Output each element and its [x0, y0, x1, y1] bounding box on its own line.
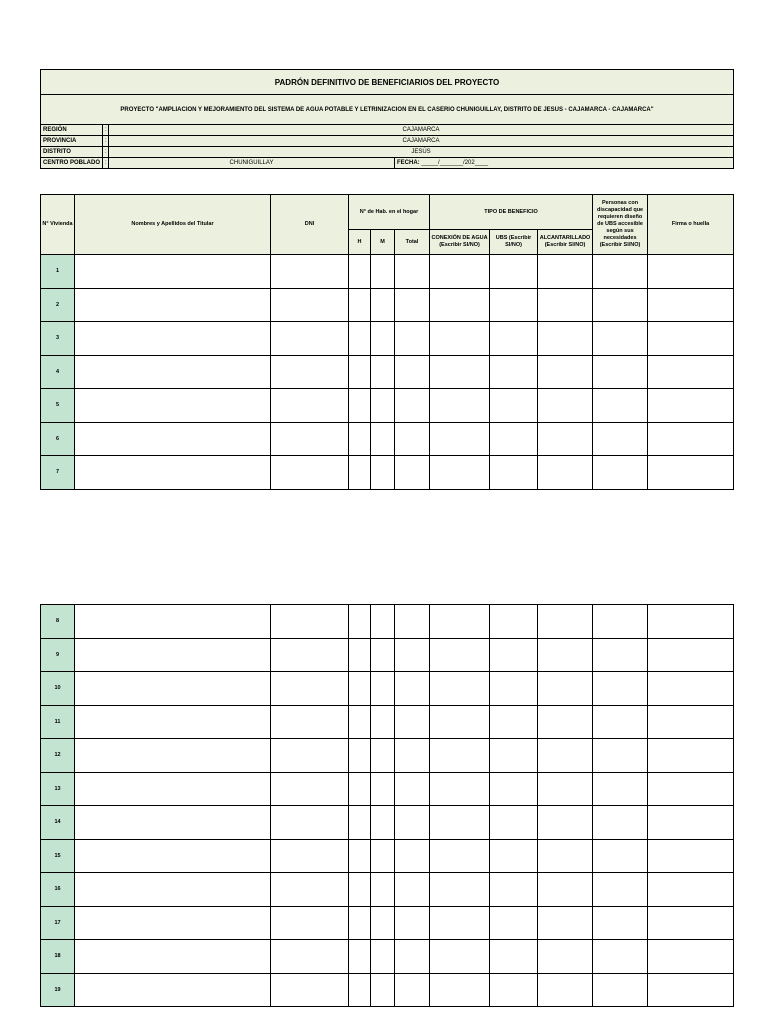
- col-m-header: M: [371, 230, 395, 255]
- cell-discapacidad[interactable]: [593, 288, 648, 322]
- cell-dni[interactable]: [271, 973, 349, 1007]
- cell-alcantarillado[interactable]: [538, 873, 593, 907]
- cell-ubs[interactable]: [490, 806, 538, 840]
- cell-conexion[interactable]: [430, 605, 490, 639]
- cell-conexion[interactable]: [430, 672, 490, 706]
- cell-discapacidad[interactable]: [593, 906, 648, 940]
- cell-m[interactable]: [371, 806, 395, 840]
- cell-total[interactable]: [395, 806, 430, 840]
- fecha-label: FECHA:: [397, 160, 420, 166]
- region-row: [41, 125, 734, 136]
- table-row: [41, 739, 734, 773]
- cell-firma[interactable]: [648, 973, 734, 1007]
- cell-h[interactable]: [349, 940, 371, 974]
- col-num-header: N° Vivienda: [41, 195, 75, 255]
- cell-name[interactable]: [75, 839, 271, 873]
- cell-h[interactable]: [349, 772, 371, 806]
- cell-discapacidad[interactable]: [593, 806, 648, 840]
- cell-name[interactable]: [75, 422, 271, 456]
- cell-firma[interactable]: [648, 739, 734, 773]
- row-number: 13: [41, 772, 75, 806]
- table-row: [41, 456, 734, 490]
- cell-alcantarillado[interactable]: [538, 806, 593, 840]
- row-number: 5: [41, 389, 75, 423]
- cell-alcantarillado[interactable]: [538, 288, 593, 322]
- table-row: [41, 873, 734, 907]
- cell-name[interactable]: [75, 705, 271, 739]
- cell-name[interactable]: [75, 638, 271, 672]
- table-row: [41, 906, 734, 940]
- col-h-header: H: [349, 230, 371, 255]
- row-number: 14: [41, 806, 75, 840]
- cell-firma[interactable]: [648, 940, 734, 974]
- cell-ubs[interactable]: [490, 873, 538, 907]
- cell-dni[interactable]: [271, 255, 349, 289]
- cell-firma[interactable]: [648, 255, 734, 289]
- cell-total[interactable]: [395, 605, 430, 639]
- table-row: [41, 705, 734, 739]
- cell-conexion[interactable]: [430, 973, 490, 1007]
- cell-m[interactable]: [371, 772, 395, 806]
- cell-conexion[interactable]: [430, 906, 490, 940]
- cell-dni[interactable]: [271, 906, 349, 940]
- cell-ubs[interactable]: [490, 638, 538, 672]
- cell-discapacidad[interactable]: [593, 940, 648, 974]
- cell-ubs[interactable]: [490, 672, 538, 706]
- col-tipo-group-header: TIPO DE BENEFICIO: [430, 195, 593, 230]
- cell-name[interactable]: [75, 255, 271, 289]
- cell-total[interactable]: [395, 255, 430, 289]
- cell-discapacidad[interactable]: [593, 355, 648, 389]
- cell-total[interactable]: [395, 355, 430, 389]
- cell-conexion[interactable]: [430, 839, 490, 873]
- cell-total[interactable]: [395, 940, 430, 974]
- cell-firma[interactable]: [648, 638, 734, 672]
- region-label: REGIÓN: [41, 125, 103, 136]
- table-row: [41, 973, 734, 1007]
- cell-discapacidad[interactable]: [593, 739, 648, 773]
- cell-m[interactable]: [371, 906, 395, 940]
- cell-dni[interactable]: [271, 873, 349, 907]
- cell-name[interactable]: [75, 940, 271, 974]
- table-row: [41, 806, 734, 840]
- cell-dni[interactable]: [271, 705, 349, 739]
- cell-m[interactable]: [371, 873, 395, 907]
- cell-ubs[interactable]: [490, 422, 538, 456]
- cell-conexion[interactable]: [430, 940, 490, 974]
- cell-discapacidad[interactable]: [593, 873, 648, 907]
- cell-alcantarillado[interactable]: [538, 772, 593, 806]
- cell-h[interactable]: [349, 705, 371, 739]
- cell-h[interactable]: [349, 605, 371, 639]
- cell-ubs[interactable]: [490, 355, 538, 389]
- cell-m[interactable]: [371, 605, 395, 639]
- table-1-body: [41, 255, 734, 490]
- fecha-value[interactable]: _____/_______/202____: [421, 160, 489, 166]
- row-number: 2: [41, 288, 75, 322]
- project-title: PROYECTO "AMPLIACION Y MEJORAMIENTO DEL SISTEMA DE AGUA POTABLE Y LETRINIZACION EN EL CASERIO CHUNIGUILLAY, DISTRITO DE JESUS - CAJAMARCA - CAJAMARCA": [41, 95, 734, 125]
- table-row: [41, 422, 734, 456]
- cell-firma[interactable]: [648, 456, 734, 490]
- cell-conexion[interactable]: [430, 638, 490, 672]
- cell-conexion[interactable]: [430, 255, 490, 289]
- cell-dni[interactable]: [271, 839, 349, 873]
- cell-total[interactable]: [395, 839, 430, 873]
- table-row: [41, 355, 734, 389]
- header-table: [40, 69, 734, 169]
- cell-name[interactable]: [75, 739, 271, 773]
- row-number: 12: [41, 739, 75, 773]
- fecha-cell[interactable]: [395, 158, 734, 169]
- cell-h[interactable]: [349, 638, 371, 672]
- page-title: PADRÓN DEFINITIVO DE BENEFICIARIOS DEL PROYECTO: [41, 70, 734, 95]
- distrito-label: DISTRITO: [41, 147, 103, 158]
- col-dni-header: DNI: [271, 195, 349, 255]
- cell-dni[interactable]: [271, 739, 349, 773]
- cell-alcantarillado[interactable]: [538, 839, 593, 873]
- cell-h[interactable]: [349, 456, 371, 490]
- cell-total[interactable]: [395, 906, 430, 940]
- cell-h[interactable]: [349, 739, 371, 773]
- table-row: [41, 255, 734, 289]
- table-row: [41, 940, 734, 974]
- cell-m[interactable]: [371, 255, 395, 289]
- table-row: [41, 288, 734, 322]
- cell-discapacidad[interactable]: [593, 973, 648, 1007]
- cell-m[interactable]: [371, 638, 395, 672]
- cell-discapacidad[interactable]: [593, 605, 648, 639]
- centro-label: CENTRO POBLADO: [41, 158, 103, 169]
- cell-alcantarillado[interactable]: [538, 973, 593, 1007]
- cell-alcantarillado[interactable]: [538, 355, 593, 389]
- cell-name[interactable]: [75, 322, 271, 356]
- cell-dni[interactable]: [271, 389, 349, 423]
- row-number: 7: [41, 456, 75, 490]
- col-alcantarillado-header: ALCANTARILLADO (Escribir SI/NO): [538, 230, 593, 255]
- cell-total[interactable]: [395, 389, 430, 423]
- cell-total[interactable]: [395, 739, 430, 773]
- cell-firma[interactable]: [648, 873, 734, 907]
- col-firma-header: Firma o huella: [648, 195, 734, 255]
- cell-ubs[interactable]: [490, 255, 538, 289]
- cell-ubs[interactable]: [490, 288, 538, 322]
- row-number: 1: [41, 255, 75, 289]
- cell-discapacidad[interactable]: [593, 672, 648, 706]
- beneficiaries-table-1: [40, 194, 734, 490]
- row-number: 18: [41, 940, 75, 974]
- cell-discapacidad[interactable]: [593, 705, 648, 739]
- cell-dni[interactable]: [271, 605, 349, 639]
- cell-alcantarillado[interactable]: [538, 739, 593, 773]
- row-number: 19: [41, 973, 75, 1007]
- cell-dni[interactable]: [271, 672, 349, 706]
- cell-m[interactable]: [371, 288, 395, 322]
- cell-firma[interactable]: [648, 605, 734, 639]
- cell-dni[interactable]: [271, 456, 349, 490]
- table-2-body: [41, 605, 734, 1007]
- cell-firma[interactable]: [648, 355, 734, 389]
- cell-dni[interactable]: [271, 772, 349, 806]
- cell-alcantarillado[interactable]: [538, 255, 593, 289]
- col-hab-group-header: N° de Hab. en el hogar: [349, 195, 430, 230]
- cell-discapacidad[interactable]: [593, 772, 648, 806]
- col-discapacidad-header: Personas con discapacidad que requieren diseño de UBS accesible según sus necesidades (Escribir SI/NO): [593, 195, 648, 255]
- centro-colon: :: [103, 158, 109, 169]
- beneficiaries-table-2: [40, 604, 734, 1007]
- cell-m[interactable]: [371, 672, 395, 706]
- cell-conexion[interactable]: [430, 322, 490, 356]
- row-number: 9: [41, 638, 75, 672]
- cell-alcantarillado[interactable]: [538, 322, 593, 356]
- cell-conexion[interactable]: [430, 806, 490, 840]
- cell-total[interactable]: [395, 973, 430, 1007]
- cell-alcantarillado[interactable]: [538, 456, 593, 490]
- cell-firma[interactable]: [648, 322, 734, 356]
- cell-ubs[interactable]: [490, 739, 538, 773]
- cell-ubs[interactable]: [490, 456, 538, 490]
- cell-ubs[interactable]: [490, 772, 538, 806]
- region-value[interactable]: CAJAMARCA: [109, 125, 734, 136]
- cell-dni[interactable]: [271, 638, 349, 672]
- cell-dni[interactable]: [271, 940, 349, 974]
- row-number: 16: [41, 873, 75, 907]
- cell-alcantarillado[interactable]: [538, 422, 593, 456]
- table-row: [41, 839, 734, 873]
- provincia-value[interactable]: CAJAMARCA: [109, 136, 734, 147]
- cell-firma[interactable]: [648, 672, 734, 706]
- cell-firma[interactable]: [648, 288, 734, 322]
- cell-name[interactable]: [75, 973, 271, 1007]
- cell-discapacidad[interactable]: [593, 322, 648, 356]
- cell-firma[interactable]: [648, 839, 734, 873]
- cell-m[interactable]: [371, 456, 395, 490]
- cell-conexion[interactable]: [430, 456, 490, 490]
- cell-name[interactable]: [75, 873, 271, 907]
- table-row: [41, 772, 734, 806]
- row-number: 4: [41, 355, 75, 389]
- cell-dni[interactable]: [271, 422, 349, 456]
- region-colon: :: [103, 125, 109, 136]
- table-row: [41, 672, 734, 706]
- distrito-colon: :: [103, 147, 109, 158]
- table-row: [41, 322, 734, 356]
- cell-discapacidad[interactable]: [593, 389, 648, 423]
- cell-discapacidad[interactable]: [593, 638, 648, 672]
- cell-h[interactable]: [349, 422, 371, 456]
- distrito-row: [41, 147, 734, 158]
- cell-m[interactable]: [371, 973, 395, 1007]
- cell-firma[interactable]: [648, 389, 734, 423]
- cell-name[interactable]: [75, 389, 271, 423]
- col-conexion-header: CONEXIÓN DE AGUA (Escribir SI/NO): [430, 230, 490, 255]
- cell-conexion[interactable]: [430, 389, 490, 423]
- cell-total[interactable]: [395, 322, 430, 356]
- cell-alcantarillado[interactable]: [538, 672, 593, 706]
- centro-value[interactable]: CHUNIGUILLAY: [109, 158, 395, 169]
- cell-conexion[interactable]: [430, 772, 490, 806]
- cell-firma[interactable]: [648, 772, 734, 806]
- cell-conexion[interactable]: [430, 705, 490, 739]
- cell-firma[interactable]: [648, 906, 734, 940]
- cell-h[interactable]: [349, 839, 371, 873]
- row-number: 10: [41, 672, 75, 706]
- cell-conexion[interactable]: [430, 288, 490, 322]
- cell-total[interactable]: [395, 672, 430, 706]
- cell-conexion[interactable]: [430, 739, 490, 773]
- cell-ubs[interactable]: [490, 940, 538, 974]
- table-row: [41, 389, 734, 423]
- cell-name[interactable]: [75, 772, 271, 806]
- col-total-header: Total: [395, 230, 430, 255]
- cell-h[interactable]: [349, 672, 371, 706]
- cell-m[interactable]: [371, 940, 395, 974]
- cell-name[interactable]: [75, 456, 271, 490]
- cell-total[interactable]: [395, 638, 430, 672]
- cell-total[interactable]: [395, 288, 430, 322]
- col-name-header: Nombres y Apellidos del Titular: [75, 195, 271, 255]
- cell-name[interactable]: [75, 605, 271, 639]
- cell-ubs[interactable]: [490, 906, 538, 940]
- cell-h[interactable]: [349, 389, 371, 423]
- cell-m[interactable]: [371, 389, 395, 423]
- table-row: [41, 638, 734, 672]
- cell-h[interactable]: [349, 873, 371, 907]
- cell-discapacidad[interactable]: [593, 456, 648, 490]
- cell-ubs[interactable]: [490, 839, 538, 873]
- cell-h[interactable]: [349, 255, 371, 289]
- cell-dni[interactable]: [271, 288, 349, 322]
- cell-ubs[interactable]: [490, 705, 538, 739]
- provincia-label: PROVINCIA: [41, 136, 103, 147]
- cell-alcantarillado[interactable]: [538, 705, 593, 739]
- cell-dni[interactable]: [271, 322, 349, 356]
- cell-h[interactable]: [349, 906, 371, 940]
- cell-alcantarillado[interactable]: [538, 389, 593, 423]
- cell-h[interactable]: [349, 806, 371, 840]
- cell-alcantarillado[interactable]: [538, 906, 593, 940]
- row-number: 15: [41, 839, 75, 873]
- cell-total[interactable]: [395, 422, 430, 456]
- cell-h[interactable]: [349, 322, 371, 356]
- cell-dni[interactable]: [271, 355, 349, 389]
- cell-alcantarillado[interactable]: [538, 605, 593, 639]
- cell-discapacidad[interactable]: [593, 839, 648, 873]
- cell-total[interactable]: [395, 705, 430, 739]
- cell-name[interactable]: [75, 672, 271, 706]
- cell-ubs[interactable]: [490, 389, 538, 423]
- cell-h[interactable]: [349, 288, 371, 322]
- cell-dni[interactable]: [271, 806, 349, 840]
- centro-row: [41, 158, 734, 169]
- cell-name[interactable]: [75, 806, 271, 840]
- cell-ubs[interactable]: [490, 322, 538, 356]
- cell-conexion[interactable]: [430, 355, 490, 389]
- cell-m[interactable]: [371, 322, 395, 356]
- cell-alcantarillado[interactable]: [538, 940, 593, 974]
- col-ubs-header: UBS (Escribir SI/NO): [490, 230, 538, 255]
- cell-firma[interactable]: [648, 806, 734, 840]
- distrito-value[interactable]: JESÚS: [109, 147, 734, 158]
- cell-m[interactable]: [371, 705, 395, 739]
- provincia-colon: :: [103, 136, 109, 147]
- cell-m[interactable]: [371, 739, 395, 773]
- cell-name[interactable]: [75, 906, 271, 940]
- row-number: 3: [41, 322, 75, 356]
- cell-m[interactable]: [371, 355, 395, 389]
- cell-alcantarillado[interactable]: [538, 638, 593, 672]
- row-number: 8: [41, 605, 75, 639]
- cell-m[interactable]: [371, 839, 395, 873]
- cell-conexion[interactable]: [430, 422, 490, 456]
- cell-discapacidad[interactable]: [593, 255, 648, 289]
- cell-total[interactable]: [395, 456, 430, 490]
- table-row: [41, 605, 734, 639]
- row-number: 11: [41, 705, 75, 739]
- cell-firma[interactable]: [648, 705, 734, 739]
- cell-discapacidad[interactable]: [593, 422, 648, 456]
- cell-name[interactable]: [75, 355, 271, 389]
- provincia-row: [41, 136, 734, 147]
- cell-conexion[interactable]: [430, 873, 490, 907]
- cell-h[interactable]: [349, 973, 371, 1007]
- cell-m[interactable]: [371, 422, 395, 456]
- cell-ubs[interactable]: [490, 605, 538, 639]
- cell-name[interactable]: [75, 288, 271, 322]
- row-number: 17: [41, 906, 75, 940]
- row-number: 6: [41, 422, 75, 456]
- cell-total[interactable]: [395, 873, 430, 907]
- cell-h[interactable]: [349, 355, 371, 389]
- cell-total[interactable]: [395, 772, 430, 806]
- cell-ubs[interactable]: [490, 973, 538, 1007]
- cell-firma[interactable]: [648, 422, 734, 456]
